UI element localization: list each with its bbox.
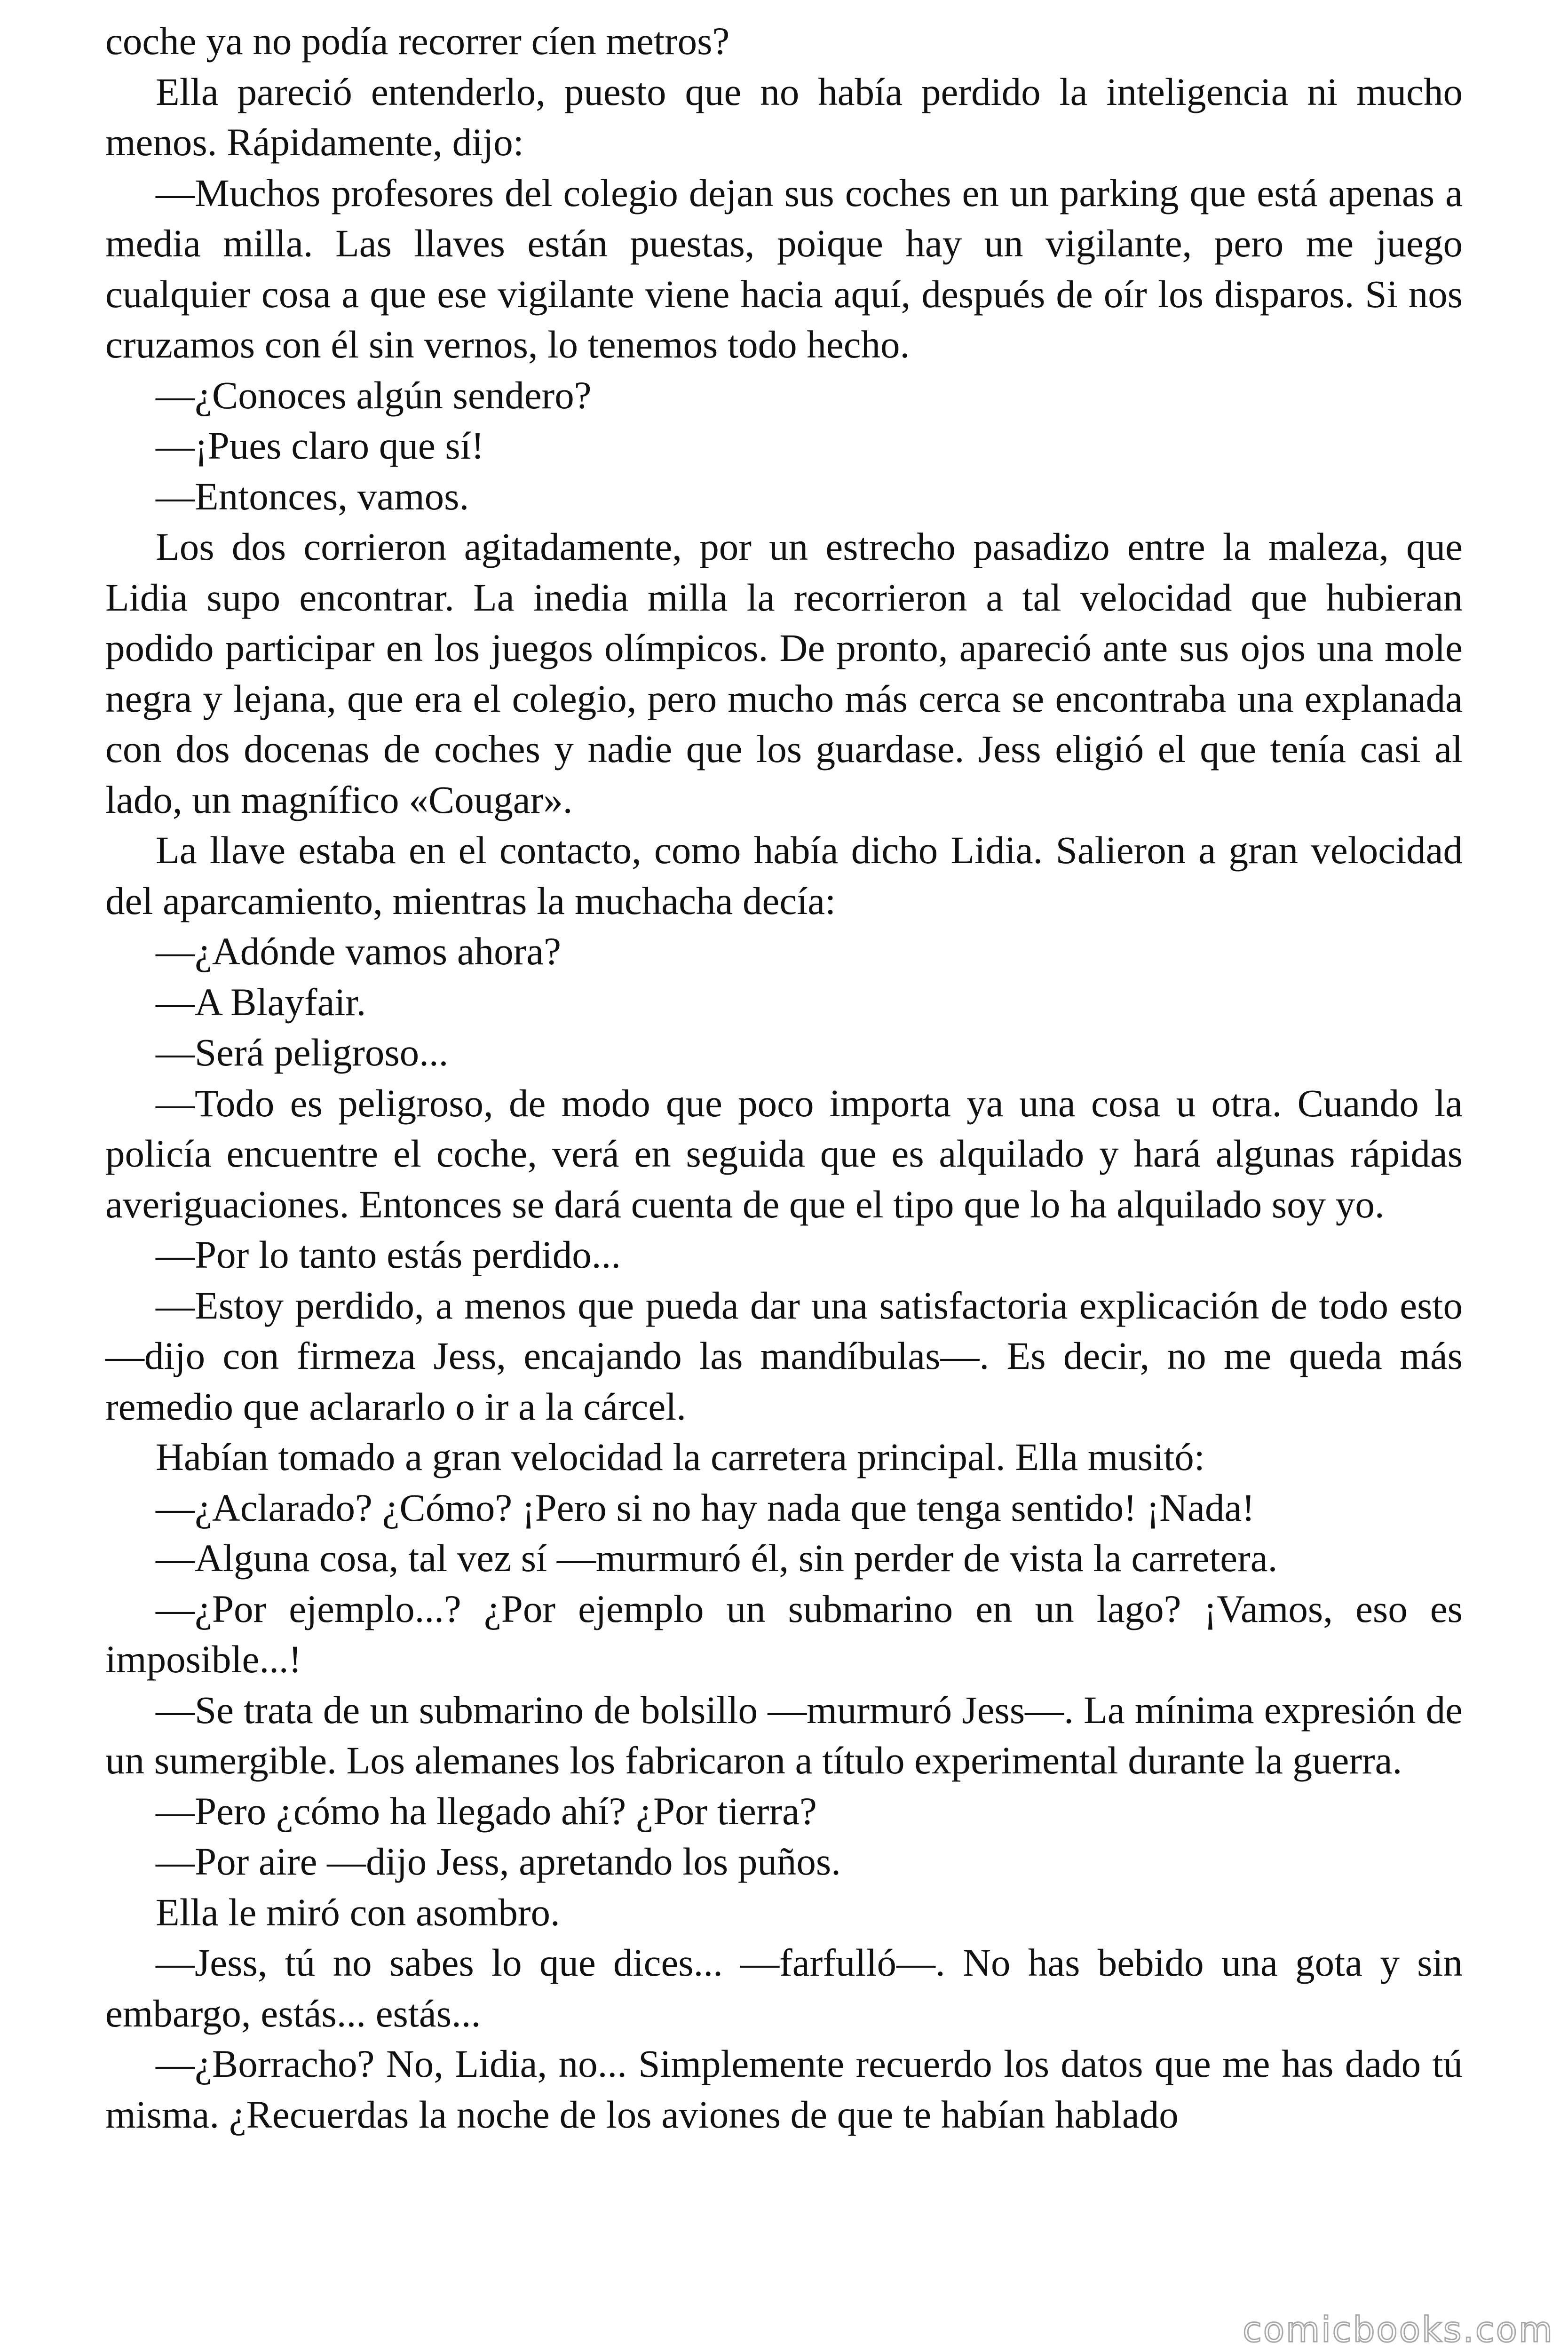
paragraph-19: —Se trata de un submarino de bolsillo —murmuró Jess—. La mínima expresión de un sumergible. Los alemanes los fabricaron a título experimental durante la guerra. (105, 1688, 1463, 1782)
paragraph-20: —Pero ¿cómo ha llegado ahí? ¿Por tierra? (156, 1789, 817, 1833)
paragraph-2: Ella pareció entenderlo, puesto que no había perdido la inteligencia ni mucho menos. Rápidamente, dijo: (105, 70, 1463, 164)
paragraph-9: —¿Adónde vamos ahora? (156, 930, 561, 973)
paragraph-22: Ella le miró con asombro. (156, 1890, 560, 1934)
paragraph-23: —Jess, tú no sabes lo que dices... —farfulló—. No has bebido una gota y sin embargo, estás... estás... (105, 1941, 1463, 2035)
paragraph-21: —Por aire —dijo Jess, apretando los puños. (156, 1840, 841, 1883)
paragraph-24: —¿Borracho? No, Lidia, no... Simplemente recuerdo los datos que me has dado tú misma. ¿Recuerdas la noche de los aviones de que te habían hablado (105, 2042, 1463, 2136)
paragraph-1: coche ya no podía recorrer cíen metros? (105, 19, 730, 63)
paragraph-17: —Alguna cosa, tal vez sí —murmuró él, sin perder de vista la carretera. (156, 1536, 1278, 1580)
paragraph-14: —Estoy perdido, a menos que pueda dar una satisfactoria explicación de todo esto —dijo con firmeza Jess, encajando las mandíbulas—. Es decir, no me queda más remedio que aclararlo o ir a la cárcel. (105, 1283, 1463, 1428)
book-page (105, 16, 1463, 2140)
paragraph-7: Los dos corrieron agitadamente, por un estrecho pasadizo entre la maleza, que Lidia supo encontrar. La inedia milla la recorrieron a tal velocidad que hubieran podido participar en los juegos olímpicos. De pronto, apareció ante sus ojos una mole negra y lejana, que era el colegio, pero mucho más cerca se encontraba una explanada con dos docenas de coches y nadie que los guardase. Jess eligió el que tenía casi al lado, un magnífico «Cougar». (105, 525, 1463, 821)
paragraph-11: —Será peligroso... (156, 1031, 449, 1074)
paragraph-5: —¡Pues claro que sí! (156, 424, 484, 467)
paragraph-12: —Todo es peligroso, de modo que poco importa ya una cosa u otra. Cuando la policía encuentre el coche, verá en seguida que es alquilado y hará algunas rápidas averiguaciones. Entonces se dará cuenta de que el tipo que lo ha alquilado soy yo. (105, 1081, 1463, 1226)
paragraph-15: Habían tomado a gran velocidad la carretera principal. Ella musitó: (156, 1435, 1205, 1478)
paragraph-6: —Entonces, vamos. (156, 474, 469, 518)
watermark: comicbooks.com (1243, 2310, 1554, 2350)
paragraph-16: —¿Aclarado? ¿Cómo? ¡Pero si no hay nada que tenga sentido! ¡Nada! (156, 1486, 1255, 1529)
paragraph-13: —Por lo tanto estás perdido... (156, 1233, 621, 1276)
paragraph-3: —Muchos profesores del colegio dejan sus coches en un parking que está apenas a media milla. Las llaves están puestas, poique hay un vigilante, pero me juego cualquier cosa a que ese vigilante viene hacia aquí, después de oír los disparos. Si nos cruzamos con él sin vernos, lo tenemos todo hecho. (105, 171, 1463, 366)
paragraph-8: La llave estaba en el contacto, como había dicho Lidia. Salieron a gran velocidad del aparcamiento, mientras la muchacha decía: (105, 828, 1463, 922)
paragraph-10: —A Blayfair. (156, 980, 366, 1024)
paragraph-4: —¿Conoces algún sendero? (156, 373, 592, 417)
paragraph-18: —¿Por ejemplo...? ¿Por ejemplo un submarino en un lago? ¡Vamos, eso es imposible...! (105, 1587, 1463, 1681)
